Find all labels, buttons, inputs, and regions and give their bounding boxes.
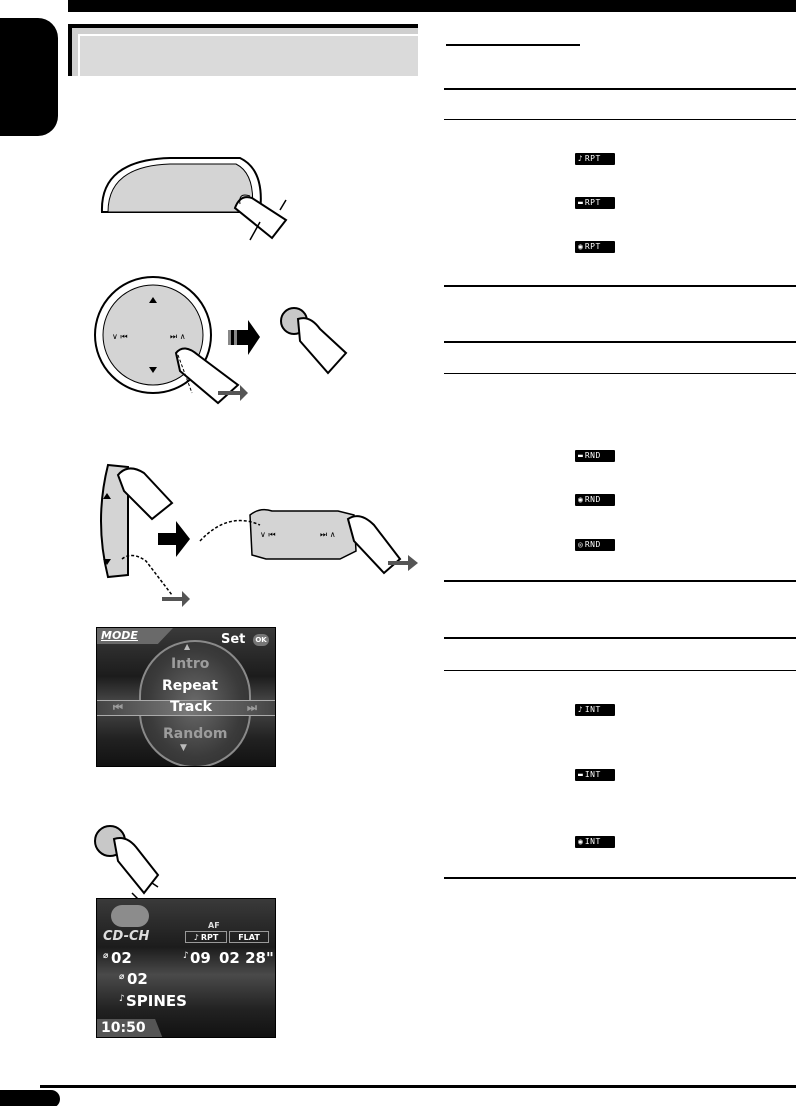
folder-icon: ⌀ [119,972,125,982]
disc-number: 02 [111,949,132,967]
up-arrow-icon: ▲ [184,642,191,651]
track-icon: ♪ [193,932,199,942]
page-number-badge [0,1090,60,1106]
random-magazine-indicator: ◎ RND [575,539,615,551]
top-bar [68,0,796,12]
svg-text:∨ ⏮: ∨ ⏮ [112,332,128,341]
intro-folder-indicator: ▬ INT [575,769,615,781]
mode-label: MODE [101,629,138,642]
track-icon: ♪ [578,154,583,163]
skip-back-icon[interactable]: ⏮ [113,701,123,714]
down-arrow-icon: ▼ [180,743,187,753]
dial-directions-illustration [88,455,423,610]
heading-underline [446,44,580,46]
mode-menu-screen [96,627,276,767]
repeat-folder-indicator: ▬ RPT [575,197,615,209]
svg-text:⏭ ∧: ⏭ ∧ [170,332,186,341]
press-button-illustration [92,823,172,903]
track-title: SPINES [126,992,187,1010]
menu-item-intro[interactable]: Intro [171,656,210,672]
af-indicator: AF [208,921,220,930]
table-rule [444,580,796,582]
cd-changer-icon [111,905,149,927]
dial-select-illustration [88,275,368,410]
disc-icon: ◉ [578,837,583,846]
folder-icon: ▬ [578,770,583,779]
table-rule [444,88,796,90]
ok-icon: OK [253,634,269,646]
menu-subitem-track[interactable]: Track [170,699,212,715]
svg-text:⏭ ∧: ⏭ ∧ [320,530,336,539]
menu-item-random[interactable]: Random [163,726,228,742]
menu-item-repeat[interactable]: Repeat [162,678,218,694]
cd-changer-screen [96,898,276,1038]
random-disc-indicator: ◉ RND [575,494,615,506]
disc-icon: ◉ [578,242,583,251]
track-number: 09 [190,949,211,967]
repeat-indicator: ♪ RPT [185,931,227,943]
skip-forward-icon[interactable]: ⏭ [247,701,257,714]
disc-icon: ⌀ [103,951,109,961]
track-icon: ♪ [578,705,583,714]
disc-icon: ◉ [578,495,583,504]
table-rule [444,670,796,671]
elapsed-time: 02 28" [219,949,274,967]
clock: 10:50 [101,1020,146,1036]
repeat-disc-indicator: ◉ RPT [575,241,615,253]
section-title-box [68,24,418,76]
intro-disc-indicator: ◉ INT [575,836,615,848]
table-rule [444,119,796,120]
eq-indicator: FLAT [229,931,269,943]
folder-icon: ▬ [578,451,583,460]
intro-track-indicator: ♪ INT [575,704,615,716]
track-title-icon: ♪ [119,994,125,1004]
folder-icon: ▬ [578,198,583,207]
magazine-icon: ◎ [578,540,583,549]
table-rule [444,637,796,639]
random-folder-indicator: ▬ RND [575,450,615,462]
control-dial-illustration [90,150,300,245]
table-rule [444,341,796,343]
repeat-track-indicator: ♪ RPT [575,153,615,165]
table-rule [444,373,796,374]
set-label: Set [221,632,246,647]
bottom-rule [40,1085,796,1088]
table-rule [444,285,796,287]
svg-text:∨ ⏮: ∨ ⏮ [260,530,276,539]
source-label: CD-CH [103,929,150,944]
language-tab [0,18,58,136]
folder-number: 02 [127,970,148,988]
track-icon: ♪ [183,951,189,961]
table-rule [444,877,796,879]
